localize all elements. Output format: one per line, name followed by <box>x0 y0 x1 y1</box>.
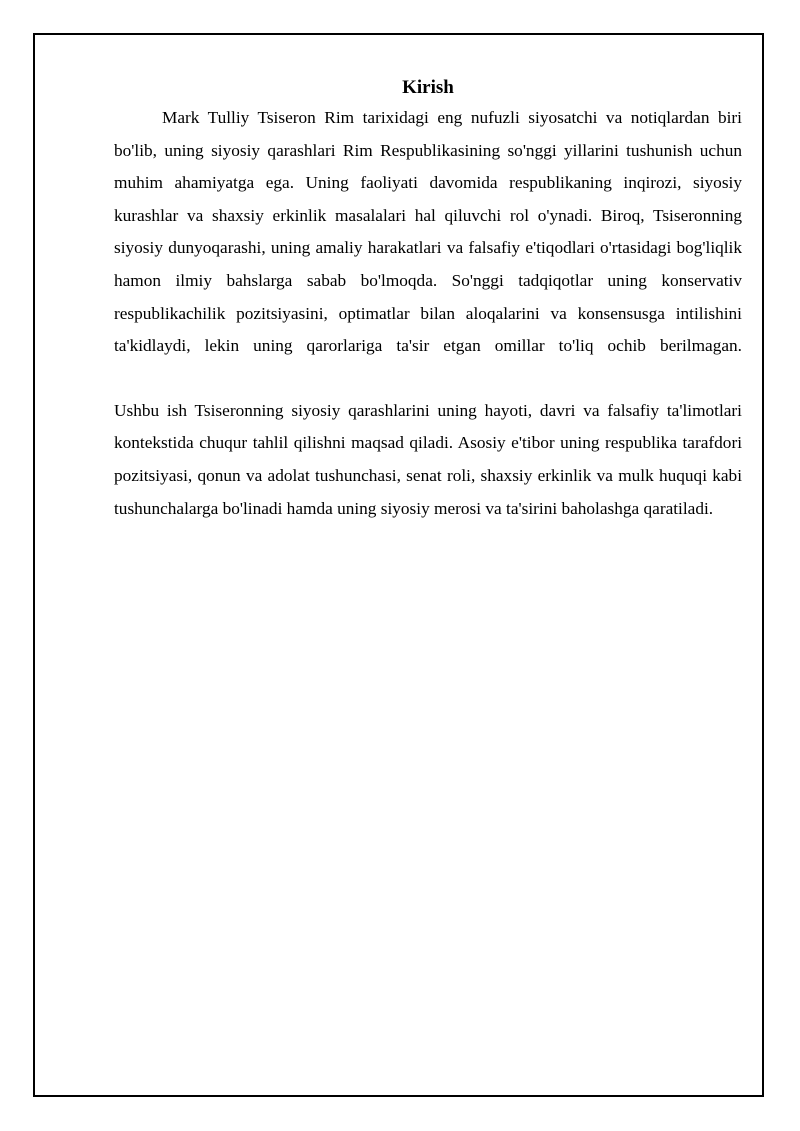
paragraph-intro: Mark Tulliy Tsiseron Rim tarixidagi eng nufuzli siyosatchi va notiqlardan biri bo'lib, uning siyosiy qarashlari Rim Respublikasining so'nggi yillarini tushunish uchun muhim ahamiyatga ega. Uning faoliyati davomida respublikaning inqirozi, siyosiy kurashlar va shaxsiy erkinlik masalalari hal qiluvchi rol o'ynadi. Biroq, Tsiseronning siyosiy dunyoqarashi, uning amaliy harakatlari va falsafiy e'tiqodlari o'rtasidagi bog'liqlik hamon ilmiy bahslarga sabab bo'lmoqda. So'nggi tadqiqotlar uning konservativ respublikachilik pozitsiyasini, optimatlar bilan aloqalarini va konsensusga intilishini ta'kidlaydi, lekin uning qarorlariga ta'sir etgan omillar to'liq ochib berilmagan. <box>114 108 742 356</box>
paragraph-aim: Ushbu ish Tsiseronning siyosiy qarashlarini uning hayoti, davri va falsafiy ta'limotlari kontekstida chuqur tahlil qilishni maqsad qiladi. Asosiy e'tibor uning respublika tarafdori pozitsiyasi, qonun va adolat tushunchasi, senat roli, shaxsiy erkinlik va mulk huquqi kabi tushunchalarga bo'linadi hamda uning siyosiy merosi va ta'sirini baholashga qaratiladi. <box>114 400 742 518</box>
document-title: Kirish <box>402 77 454 98</box>
document-body <box>114 76 742 525</box>
paragraph-spacer <box>114 363 742 395</box>
